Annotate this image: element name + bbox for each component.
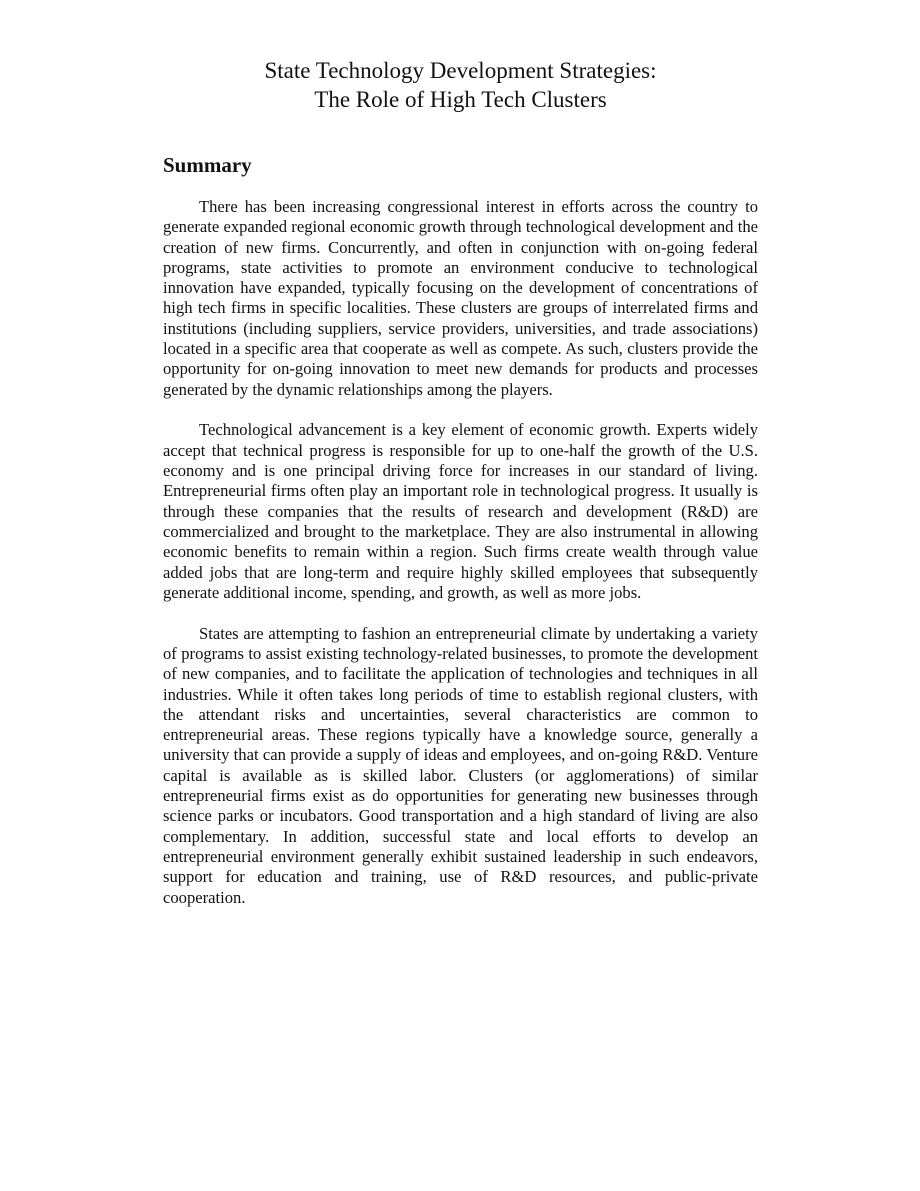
document-title-line-1: State Technology Development Strategies: (264, 58, 657, 83)
paragraph-2: Technological advancement is a key element of economic growth. Experts widely accept that technical progress is responsible for up to one-half the growth of the U.S. economy and is one principal driving force for increases in our standard of living. Entrepreneurial firms often play an important role in technological progress. It usually is through these companies that the results of research and development (R&D) are commercialized and brought to the marketplace. They are also instrumental in allowing economic benefits to remain within a region. Such firms create wealth through value added jobs that are long-term and require highly skilled employees that subsequently generate additional income, spending, and growth, as well as more jobs. (163, 420, 758, 602)
paragraph-3: States are attempting to fashion an entrepreneurial climate by undertaking a variety of programs to assist existing technology-related businesses, to promote the development of new companies, and to facilitate the application of technologies and techniques in all industries. While it often takes long periods of time to establish regional clusters, with the attendant risks and uncertainties, several characteristics are common to entrepreneurial areas. These regions typically have a knowledge source, generally a university that can provide a supply of ideas and employees, and on-going R&D. Venture capital is available as is skilled labor. Clusters (or agglomerations) of similar entrepreneurial firms exist as do opportunities for generating new businesses through science parks or incubators. Good transportation and a high standard of living are also complementary. In addition, successful state and local efforts to develop an entrepreneurial environment generally exhibit sustained leadership in such endeavors, support for education and training, use of R&D resources, and public-private cooperation. (163, 623, 758, 907)
paragraph-1: There has been increasing congressional interest in efforts across the country to generate expanded regional economic growth through technological development and the creation of new firms. Concurrently, and often in conjunction with on-going federal programs, state activities to promote an environment conducive to technological innovation have expanded, typically focusing on the development of concentrations of high tech firms in specific localities. These clusters are groups of interrelated firms and institutions (including suppliers, service providers, universities, and trade associations) located in a specific area that cooperate as well as compete. As such, clusters provide the opportunity for on-going innovation to meet new demands for products and processes generated by the dynamic relationships among the players. (163, 197, 758, 399)
section-heading-summary: Summary (163, 153, 252, 177)
document-title-line-2: The Role of High Tech Clusters (314, 87, 607, 112)
document-page (163, 56, 758, 928)
document-title (163, 56, 758, 114)
